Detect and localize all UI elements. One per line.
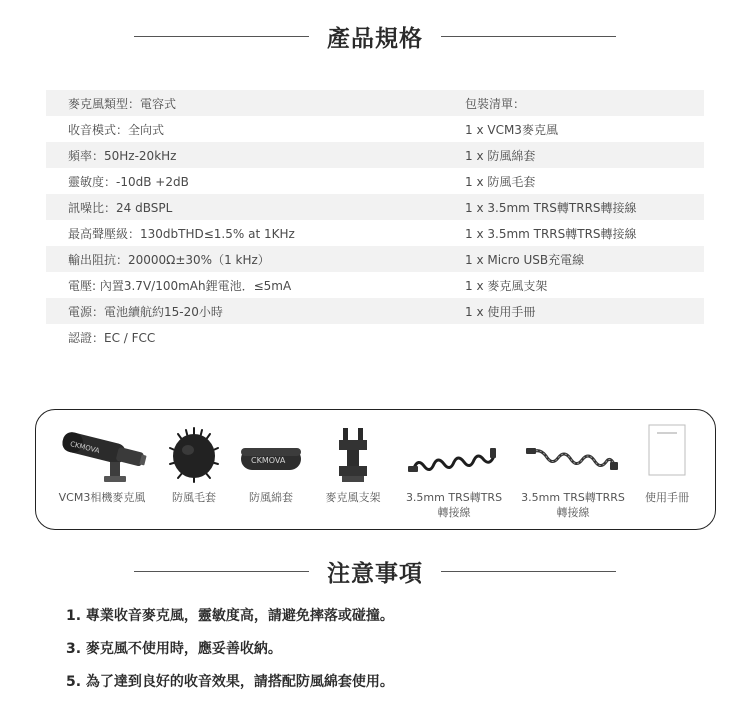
foam-windscreen-icon — [239, 446, 303, 472]
spec-label: 最高聲壓級：130dbTHD≤1.5% at 1KHz — [68, 226, 295, 241]
spec-section-header — [0, 16, 750, 56]
spec-label: 電源：電池續航約15-20小時 — [68, 304, 223, 319]
title-divider-left — [134, 36, 309, 37]
spec-label: 輸出阻抗：20000Ω±30%（1 kHz） — [68, 252, 270, 267]
spec-row — [46, 90, 704, 116]
spec-row — [46, 324, 704, 350]
package-item: 包裝清單： — [465, 96, 526, 111]
note-item: 5. 為了達到良好的收音效果，請搭配防風綿套使用。 — [66, 674, 394, 690]
manual-icon — [648, 424, 686, 476]
package-item: 1 x Micro USB充電線 — [465, 252, 585, 267]
product-label-foam-windscreen: 防風綿套 — [249, 491, 293, 504]
product-label-microphone: VCM3相機麥克風 — [58, 491, 146, 504]
spec-label: 頻率：50Hz-20kHz — [68, 148, 177, 163]
package-item: 1 x 麥克風支架 — [465, 278, 548, 293]
package-item: 1 x 使用手冊 — [465, 304, 536, 319]
spec-label: 收音模式：全向式 — [68, 122, 165, 137]
product-label-cable-trs-trs: 3.5mm TRS轉TRS 轉接線 — [405, 491, 503, 519]
spec-row — [46, 272, 704, 298]
spec-label: 訊噪比：24 dBSPL — [68, 200, 173, 215]
camera-microphone-icon — [54, 430, 150, 484]
package-item: 1 x VCM3麥克風 — [465, 122, 558, 137]
title-divider-right — [441, 571, 616, 572]
package-item: 1 x 防風毛套 — [465, 174, 536, 189]
package-item: 1 x 防風綿套 — [465, 148, 536, 163]
foam-brand-text: CKMOVA — [251, 456, 286, 465]
spec-section-title: 產品規格 — [327, 25, 423, 52]
spec-row — [46, 220, 704, 246]
spec-label: 靈敏度：-10dB +2dB — [68, 174, 189, 189]
product-label-cable-trs-trrs: 3.5mm TRS轉TRRS 轉接線 — [521, 491, 625, 519]
package-item: 1 x 3.5mm TRRS轉TRS轉接線 — [465, 226, 637, 241]
title-divider-left — [134, 571, 309, 572]
product-label-manual: 使用手冊 — [645, 491, 689, 504]
spec-label: 麥克風類型：電容式 — [68, 96, 177, 111]
spec-row — [46, 142, 704, 168]
mic-brand-text: CKMOVA — [69, 440, 101, 456]
note-item: 1. 專業收音麥克風，靈敏度高，請避免摔落或碰撞。 — [66, 608, 394, 624]
coiled-cable-icon — [408, 444, 500, 476]
spec-label: 電壓: 內置3.7V/100mAh鋰電池．≤5mA — [68, 278, 292, 293]
fur-windscreen-icon — [164, 424, 224, 486]
note-item: 3. 麥克風不使用時，應妥善收納。 — [66, 641, 282, 657]
microphone-mount-icon — [333, 426, 373, 486]
notes-list — [66, 604, 394, 703]
spec-table — [46, 90, 704, 350]
spec-row — [46, 168, 704, 194]
notes-section-title: 注意事項 — [327, 560, 423, 587]
spec-row — [46, 194, 704, 220]
notes-section-header — [0, 551, 750, 591]
coiled-cable-icon — [526, 444, 620, 476]
spec-label: 認證：EC / FCC — [68, 330, 156, 345]
spec-row — [46, 246, 704, 272]
product-label-mount: 麥克風支架 — [325, 491, 381, 504]
package-contents-box — [35, 409, 716, 530]
spec-row — [46, 116, 704, 142]
package-item: 1 x 3.5mm TRS轉TRRS轉接線 — [465, 200, 637, 215]
product-label-fur-windscreen: 防風毛套 — [172, 491, 216, 504]
title-divider-right — [441, 36, 616, 37]
spec-row — [46, 298, 704, 324]
